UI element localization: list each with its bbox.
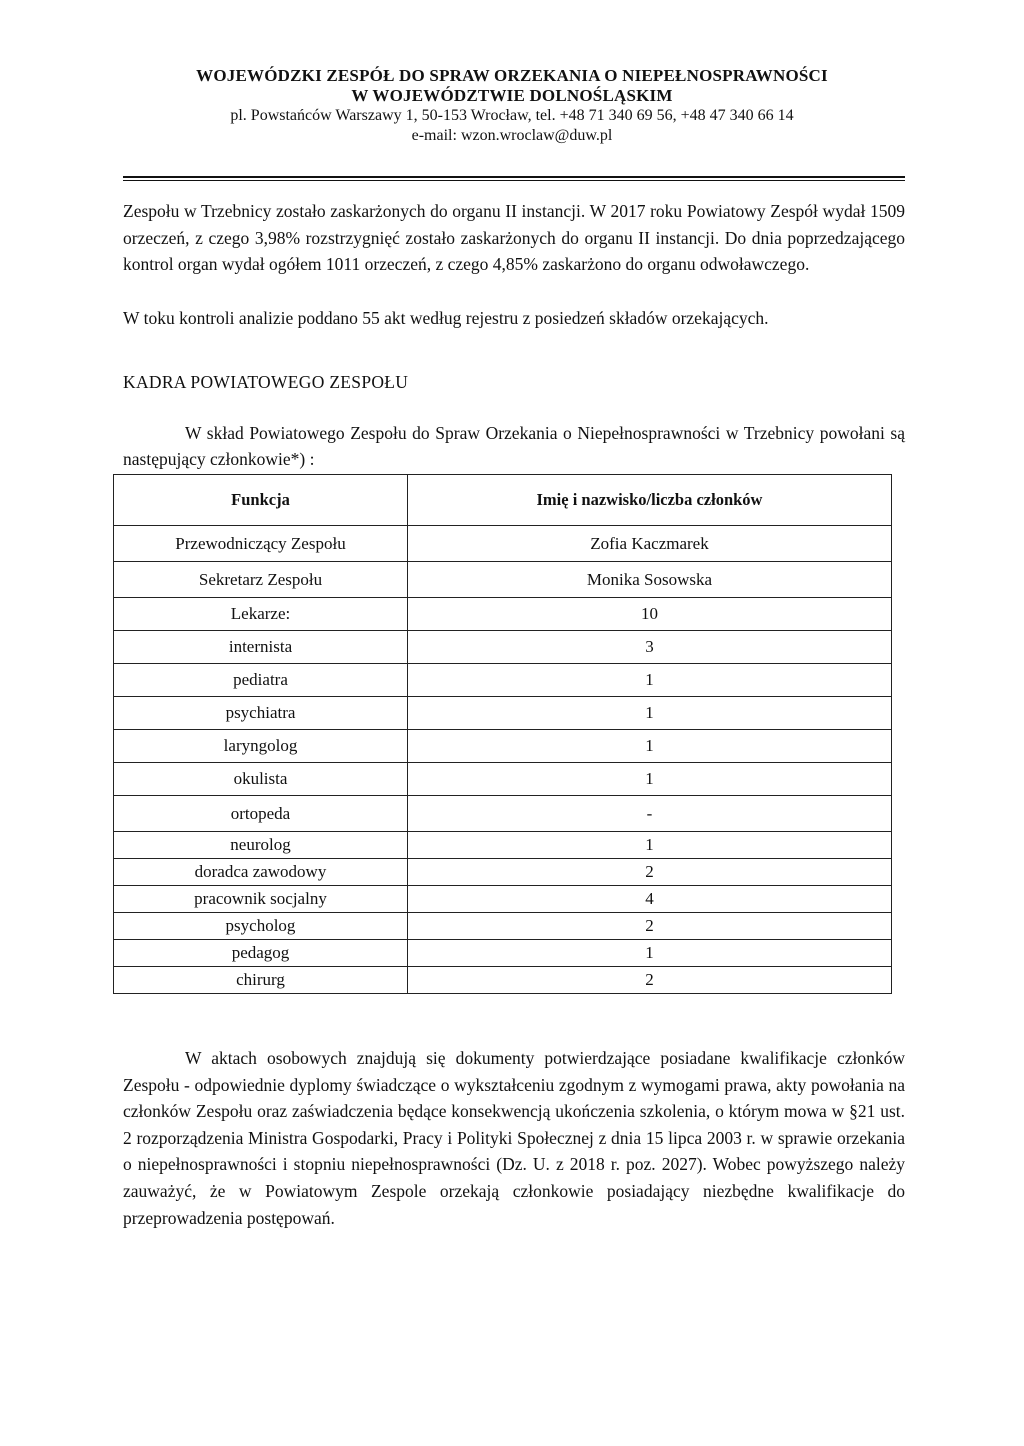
staff-table <box>113 474 892 994</box>
table-row <box>114 730 892 763</box>
cell-function: ortopeda <box>114 796 408 832</box>
intro-paragraph: Zespołu w Trzebnicy zostało zaskarżonych do organu II instancji. W 2017 roku Powiatowy Zespół wydał 1509 orzeczeń, z czego 3,98% rozstrzygnięć zostało zaskarżonych do organu II instancji. Do dnia poprzedzającego kontrol organ wydał ogółem 1011 orzeczeń, z czego 4,85% zaskarżono do organu odwoławczego. <box>123 201 905 275</box>
cell-value: - <box>408 796 892 832</box>
letterhead-region: W WOJEWÓDZTWIE DOLNOŚLĄSKIM <box>351 86 673 105</box>
table-header-row <box>114 475 892 526</box>
table-row <box>114 526 892 562</box>
table-row <box>114 697 892 730</box>
cell-value: 2 <box>408 913 892 940</box>
cell-value: 1 <box>408 664 892 697</box>
cell-value: Zofia Kaczmarek <box>408 526 892 562</box>
cell-function: okulista <box>114 763 408 796</box>
cell-function: neurolog <box>114 832 408 859</box>
members-intro: W skład Powiatowego Zespołu do Spraw Orzekania o Niepełnosprawności w Trzebnicy powołani są następujący członkowie*) : <box>123 423 905 469</box>
table-row <box>114 967 892 994</box>
cell-function: psycholog <box>114 913 408 940</box>
letterhead-org-name: WOJEWÓDZKI ZESPÓŁ DO SPRAW ORZEKANIA O NIEPEŁNOSPRAWNOŚCI <box>196 66 828 85</box>
cell-value: 1 <box>408 940 892 967</box>
section-title: KADRA POWIATOWEGO ZESPOŁU <box>123 372 409 392</box>
cell-value: 1 <box>408 697 892 730</box>
cell-value: 1 <box>408 730 892 763</box>
cell-function: Przewodniczący Zespołu <box>114 526 408 562</box>
table-row <box>114 562 892 598</box>
table-row <box>114 832 892 859</box>
table-row <box>114 598 892 631</box>
cell-function: chirurg <box>114 967 408 994</box>
table-row <box>114 796 892 832</box>
cell-function: internista <box>114 631 408 664</box>
letterhead <box>0 66 1024 146</box>
cell-function: pediatra <box>114 664 408 697</box>
closing-paragraph: W aktach osobowych znajdują się dokumenty potwierdzające posiadane kwalifikacje członków Zespołu - odpowiednie dyplomy świadczące o wykształceniu zgodnym z wymogami prawa, akty powołania na członków Zespołu oraz zaświadczenia będące konsekwencją ukończenia szkolenia, o którym mowa w §21 ust. 2 rozporządzenia Ministra Gospodarki, Pracy i Polityki Społecznej z dnia 15 lipca 2003 r. w sprawie orzekania o niepełnosprawności i stopniu niepełnosprawności (Dz. U. z 2018 r. poz. 2027). Wobec powyższego należy zauważyć, że w Powiatowym Zespole orzekają członkowie posiadający niezbędne kwalifikacje do przeprowadzenia postępowań. <box>123 1048 905 1228</box>
cell-function: Sekretarz Zespołu <box>114 562 408 598</box>
table-row <box>114 763 892 796</box>
table-header-name-count: Imię i nazwisko/liczba członków <box>408 475 892 526</box>
letterhead-address: pl. Powstańców Warszawy 1, 50-153 Wrocław, tel. +48 71 340 69 56, +48 47 340 66 14 <box>230 107 794 124</box>
control-paragraph: W toku kontroli analizie poddano 55 akt według rejestru z posiedzeń składów orzekających. <box>123 308 769 328</box>
table-row <box>114 859 892 886</box>
cell-value: 10 <box>408 598 892 631</box>
cell-function: Lekarze: <box>114 598 408 631</box>
cell-value: 4 <box>408 886 892 913</box>
table-row <box>114 631 892 664</box>
table-header-function: Funkcja <box>114 475 408 526</box>
table-row <box>114 664 892 697</box>
cell-function: psychiatra <box>114 697 408 730</box>
header-divider <box>123 176 905 178</box>
cell-function: pracownik socjalny <box>114 886 408 913</box>
table-row <box>114 913 892 940</box>
cell-value: 1 <box>408 763 892 796</box>
header-divider-thin <box>123 180 905 181</box>
letterhead-email: e-mail: wzon.wroclaw@duw.pl <box>411 127 613 144</box>
cell-value: 1 <box>408 832 892 859</box>
cell-value: Monika Sosowska <box>408 562 892 598</box>
cell-value: 2 <box>408 859 892 886</box>
cell-value: 2 <box>408 967 892 994</box>
table-row <box>114 886 892 913</box>
cell-function: pedagog <box>114 940 408 967</box>
cell-function: laryngolog <box>114 730 408 763</box>
cell-value: 3 <box>408 631 892 664</box>
cell-function: doradca zawodowy <box>114 859 408 886</box>
table-row <box>114 940 892 967</box>
